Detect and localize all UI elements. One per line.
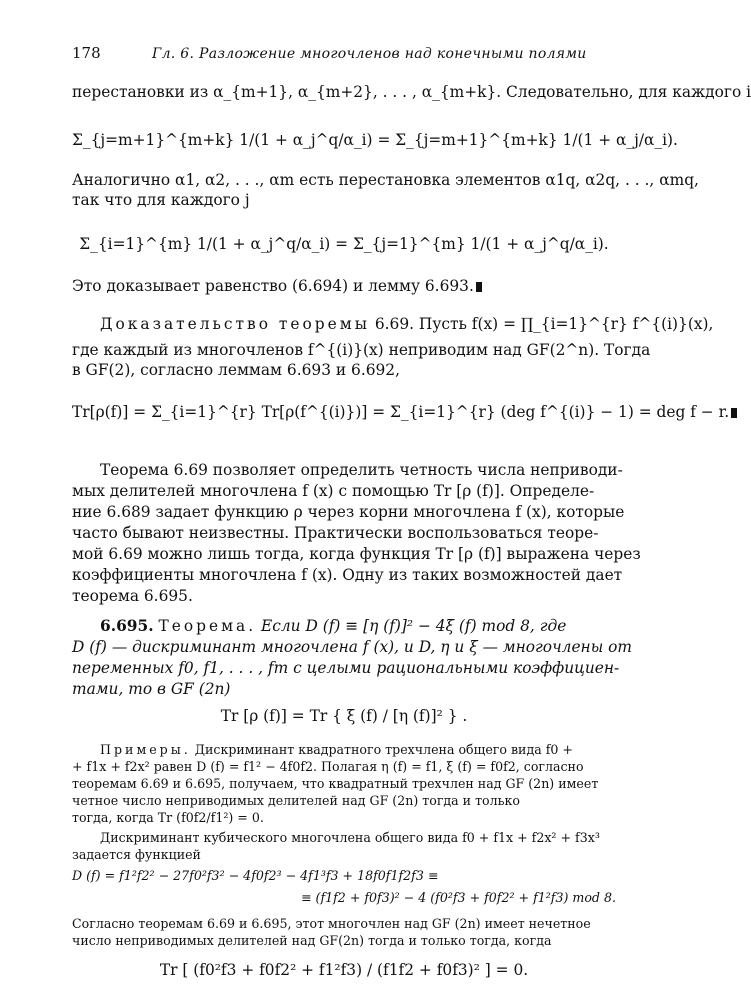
page-header	[72, 44, 616, 62]
text-line: + f1x + f2x² равен D (f) = f1² − 4f0f2. Полагая η (f) = f1, ξ (f) = f0f2, согласно	[72, 759, 584, 774]
text-line: Дискриминант кубического многочлена общего вида f0 + f1x + f2x² + f3x³	[100, 830, 600, 845]
text-line: тогда, когда Tr (f0f2/f1²) = 0.	[72, 810, 264, 825]
text-line	[72, 314, 714, 334]
examples-label: Примеры.	[100, 742, 191, 757]
text-line: ние 6.689 задает функцию ρ через корни многочлена f (x), которые	[72, 503, 625, 521]
text-line: часто бывают неизвестны. Практически воспользоваться теоре-	[72, 524, 599, 542]
text-line: Аналогично α1, α2, . . ., αm есть перестановка элементов α1q, α2q, . . ., αmq,	[72, 171, 699, 189]
text-line: задается функцией	[72, 847, 201, 862]
text-line: мой 6.69 можно лишь тогда, когда функция Tr [ρ (f)] выражена через	[72, 545, 641, 563]
text-line: так что для каждого j	[72, 191, 250, 209]
text-line: тами, то в GF (2n)	[72, 680, 231, 698]
text-line: где каждый из многочленов f^{(i)}(x) неприводим над GF(2^n). Тогда	[72, 341, 651, 359]
equation-5a: D (f) = f1²f2² − 27f0²f3² − 4f0f2³ − 4f1³f3 + 18f0f1f2f3 ≡	[72, 868, 439, 883]
text-line: D (f) — дискриминант многочлена f (x), и D, η и ξ — многочлены от	[72, 638, 632, 656]
equation-1: Σ_{j=m+1}^{m+k} 1/(1 + α_j^q/α_i) = Σ_{j=m+1}^{m+k} 1/(1 + α_j/α_i).	[72, 131, 678, 149]
equation-6: Tr [ (f0²f3 + f0f2² + f1²f3) / (f1f2 + f0f3)² ] = 0.	[159, 961, 529, 979]
text-line: перестановки из α_{m+1}, α_{m+2}, . . . , α_{m+k}. Следовательно, для каждого i	[72, 83, 751, 101]
text-line: теоремам 6.69 и 6.695, получаем, что квадратный трехчлен над GF (2n) имеет	[72, 776, 599, 791]
text-line	[72, 276, 616, 296]
text-line: Теорема 6.69 позволяет определить четность числа неприводи-	[100, 461, 623, 479]
proof-start-text: 6.69. Пусть f(x) = ∏_{i=1}^{r} f^{(i)}(x),	[374, 315, 714, 333]
text-line	[72, 616, 616, 636]
text-line: теорема 6.695.	[72, 587, 193, 605]
text-line: число неприводимых делителей над GF(2n) тогда и только тогда, когда	[72, 933, 552, 948]
equation-5b: ≡ (f1f2 + f0f3)² − 4 (f0²f3 + f0f2² + f1²f3) mod 8.	[301, 890, 616, 905]
text-line: в GF(2), согласно леммам 6.693 и 6.692,	[72, 361, 400, 379]
text-line: четное число неприводимых делителей над GF (2n) тогда и только	[72, 793, 520, 808]
examples-text: Дискриминант квадратного трехчлена общего вида f0 +	[194, 742, 573, 757]
theorem-number: 6.695.	[100, 617, 154, 635]
equation-2: Σ_{i=1}^{m} 1/(1 + α_j^q/α_i) = Σ_{j=1}^{m} 1/(1 + α_j^q/α_i).	[79, 235, 609, 253]
equation-4: Tr [ρ (f)] = Tr { ξ (f) / [η (f)]² } .	[220, 707, 468, 725]
theorem-label: Теорема.	[158, 617, 257, 635]
text-line: Согласно теоремам 6.69 и 6.695, этот многочлен над GF (2n) имеет нечетное	[72, 916, 591, 931]
equation-3	[72, 390, 730, 434]
text-line: мых делителей многочлена f (x) с помощью Tr [ρ (f)]. Определе-	[72, 482, 595, 500]
qed-square-icon	[476, 282, 482, 292]
proof-end-text: Это доказывает равенство (6.694) и лемму 6.693.	[72, 277, 474, 295]
equation-3-text: Tr[ρ(f)] = Σ_{i=1}^{r} Tr[ρ(f^{(i)})] = Σ_{i=1}^{r} (deg f^{(i)} − 1) = deg f − r.	[72, 403, 730, 421]
running-title: Гл. 6. Разложение многочленов над конечными полями	[152, 46, 587, 62]
theorem-text: Если D (f) ≡ [η (f)]² − 4ξ (f) mod 8, где	[261, 617, 567, 635]
text-line: коэффициенты многочлена f (x). Одну из таких возможностей дает	[72, 566, 623, 584]
text-line: переменных f0, f1, . . . , fm с целыми рациональными коэффициен-	[72, 659, 620, 677]
text-line	[72, 742, 616, 758]
proof-label: Доказательство теоремы	[100, 315, 370, 333]
qed-square-icon	[731, 408, 737, 418]
page-number: 178	[72, 44, 101, 62]
